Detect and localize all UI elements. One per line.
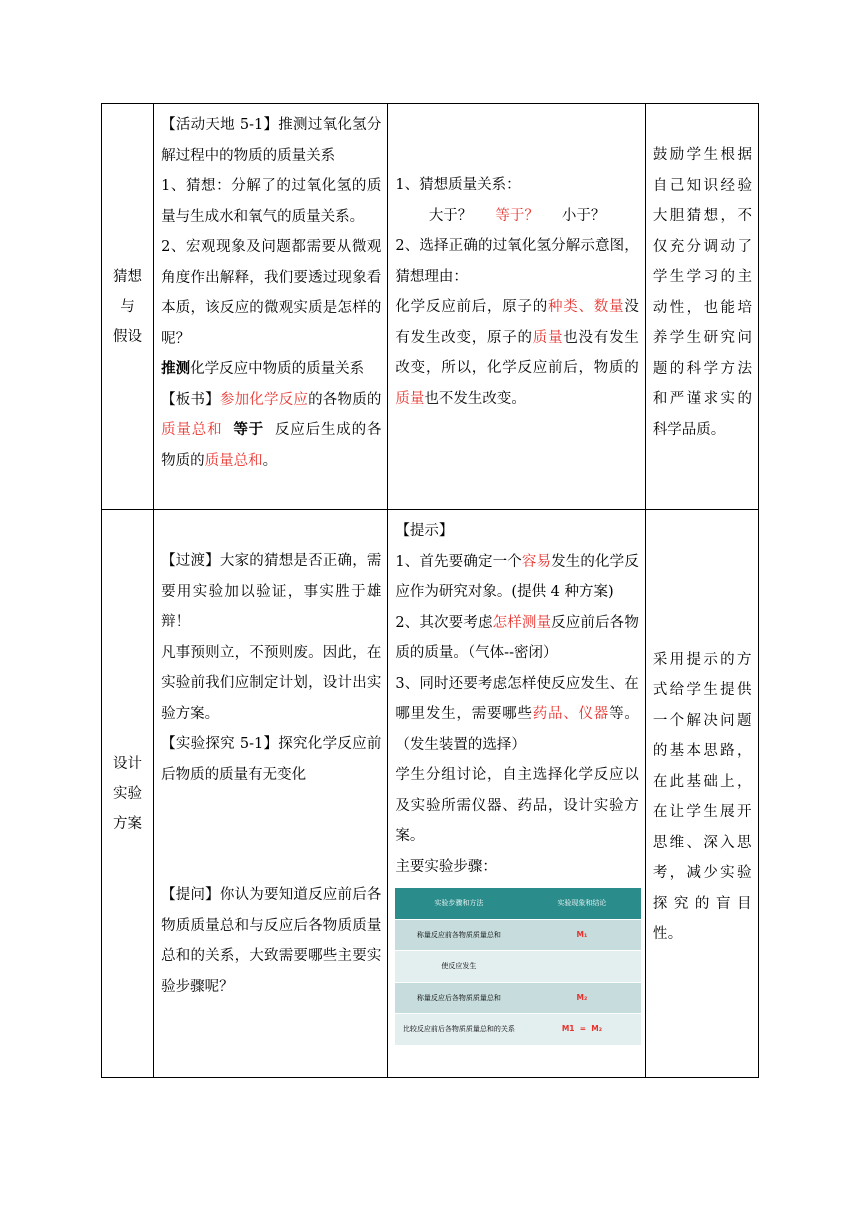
diagram-prompt: 2、选择正确的过氧化氢分解示意图，猜想理由： [395, 238, 639, 285]
design-intent-text: 采用提示的方式给学生提供一个解决问题的基本思路，在此基础上，在让学生展开思维、深入思考，减少实验探究的盲目性。 [652, 651, 752, 942]
table-row [102, 104, 759, 510]
student-activity-cell [388, 104, 645, 510]
table-row: 使反应发生 [395, 951, 641, 983]
discussion-text: 学生分组讨论，自主选择化学反应以及实验所需仪器、药品，设计实验方案。 [395, 767, 639, 844]
experiment-steps-table [395, 888, 641, 1046]
hint-3: 3、同时还要考虑怎样使反应发生、在哪里发生，需要哪些药品、仪器等。（发生装置的选择） [395, 675, 639, 753]
steps-title: 主要实验步骤： [395, 858, 497, 875]
activity-title: 【活动天地 5-1】推测过氧化氢分解过程中的物质的质量关系 [161, 117, 382, 164]
table-row: 称量反应前各物质质量总和 M₁ [395, 919, 641, 951]
blackboard-note: 【板书】参加化学反应的各物质的质量总和 等于 反应后生成的各物质的质量总和。 [161, 391, 382, 469]
design-intent-cell [645, 510, 758, 1078]
hint-2: 2、其次要考虑怎样测量反应前后各物质的质量。（气体--密闭） [395, 614, 639, 661]
guess-question: 1、猜想：分解了的过氧化氢的质量与生成水和氧气的质量关系。 [161, 178, 382, 225]
table-row: 比较反应前后各物质质量总和的关系 M1 = M₂ [395, 1014, 641, 1046]
transition-text: 【过渡】大家的猜想是否正确，需要用实验加以验证，事实胜于雄辩！ [161, 553, 382, 630]
table-row: 称量反应后各物质质量总和 M₂ [395, 982, 641, 1014]
plan-text: 凡事预则立，不预则废。因此，在实验前我们应制定计划，设计出实验方案。 [161, 644, 382, 722]
question-text: 【提问】你认为要知道反应前后各物质质量总和与反应后各物质质量总和的关系，大致需要哪些主要实验步骤呢？ [161, 887, 382, 995]
guess-prompt: 1、猜想质量关系： [395, 177, 521, 193]
steps-table-header: 实验步骤和方法 实验现象和结论 [395, 888, 641, 919]
design-intent-cell [645, 104, 758, 510]
teacher-activity-cell [154, 104, 388, 510]
guess-options: 大于？ 等于？ 小于？ [428, 207, 606, 224]
inference-line: 推测化学反应中物质的质量关系 [161, 360, 365, 377]
student-activity-cell [388, 510, 645, 1078]
hint-title: 【提示】 [395, 523, 454, 539]
lesson-plan-table [101, 103, 759, 1078]
design-intent-text: 鼓励学生根据自己知识经验大胆猜想，不仅充分调动了学生学习的主动性，也能培养学生研究问题的科学方法和严谨求实的科学品质。 [652, 147, 752, 438]
micro-question: 2、宏观现象及问题都需要从微观角度作出解释，我们要透过现象看本质，该反应的微观实质是怎样的呢？ [161, 239, 382, 347]
section-label-hypothesis: 猜想 与 假设 [102, 104, 154, 510]
section-label-design: 设计 实验 方案 [102, 510, 154, 1078]
hint-1: 1、首先要确定一个容易发生的化学反应作为研究对象。(提供 4 种方案) [395, 553, 639, 600]
reason-text: 化学反应前后，原子的种类、数量没有发生改变，原子的质量也没有发生改变，所以，化学反应前后，物质的质量也不发生改变。 [395, 299, 639, 407]
teacher-activity-cell [154, 510, 388, 1078]
explore-title: 【实验探究 5-1】探究化学反应前后物质的质量有无变化 [161, 736, 382, 783]
table-row [102, 510, 759, 1078]
